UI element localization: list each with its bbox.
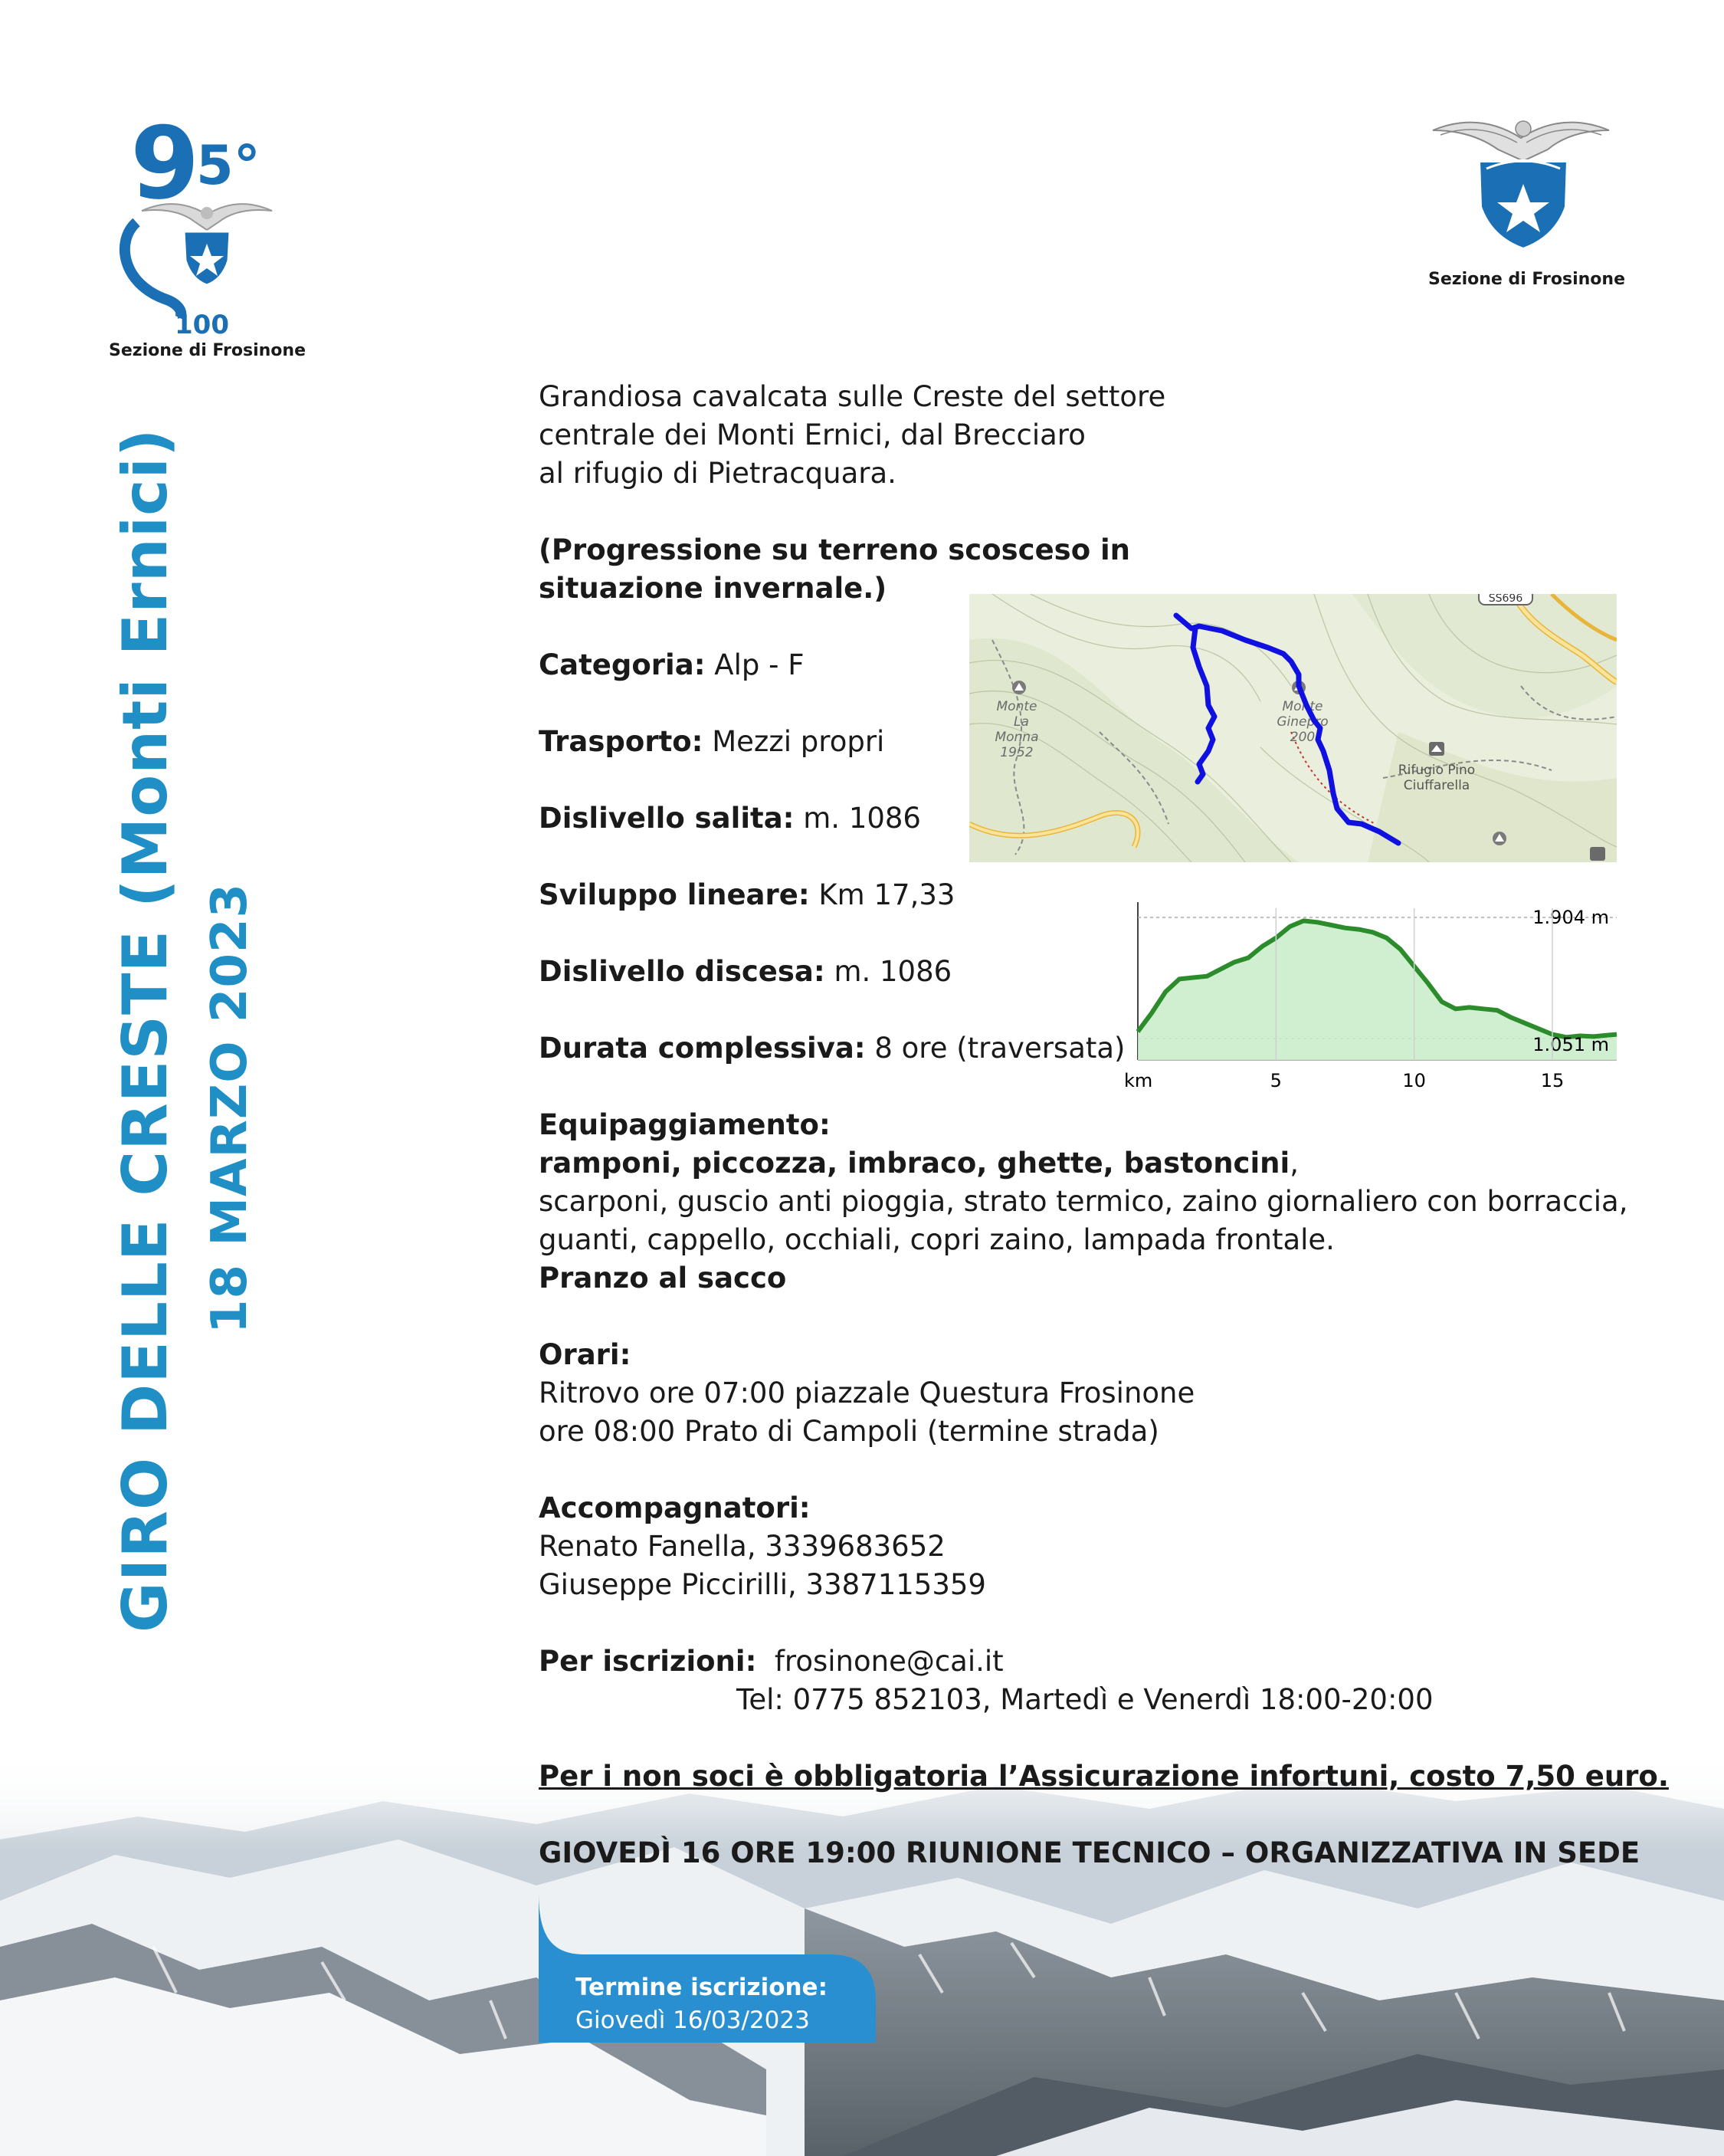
map-label-monte-la-monna-3: Monna <box>995 730 1039 745</box>
map-label-monte-ginepro-1: Monte <box>1282 699 1323 714</box>
registration-line: Per iscrizioni: frosinone@cai.it <box>539 1645 1004 1678</box>
detail-categoria: Categoria: Alp - F <box>539 648 805 681</box>
logo-left-caption: Sezione di Frosinone <box>109 341 306 360</box>
cai-logo <box>1425 107 1624 299</box>
svg-text:9: 9 <box>130 107 200 222</box>
intro-line-2: centrale dei Monti Ernici, dal Brecciaro <box>539 418 1086 451</box>
guide-2: Giuseppe Piccirilli, 3387115359 <box>539 1568 986 1601</box>
cai-eagle-shield-icon <box>1425 107 1624 261</box>
title-line-2: 18 MARZO 2023 <box>202 882 258 1334</box>
cai-95-logo <box>100 107 314 368</box>
schedule-heading: Orari: <box>539 1338 631 1371</box>
logo-right-caption: Sezione di Frosinone <box>1428 270 1625 289</box>
warning-line-2: situazione invernale.) <box>539 572 887 605</box>
registration-tel: Tel: 0775 852103, Martedì e Venerdì 18:00-20:00 <box>736 1683 1434 1716</box>
registration-email[interactable]: frosinone@cai.it <box>774 1645 1004 1678</box>
map-label-monte-la-monna-2: La <box>1014 714 1029 730</box>
registration-deadline-badge <box>539 1893 876 2043</box>
logo-left-sub-number: 100 <box>175 310 229 337</box>
deadline-label: Termine iscrizione: <box>575 1974 828 2001</box>
map-label-monte-ginepro-2: Ginepro <box>1277 714 1329 730</box>
detail-trasporto: Trasporto: Mezzi propri <box>539 725 885 758</box>
svg-text:5°: 5° <box>196 134 261 197</box>
map-label-monte-la-monna-4: 1952 <box>1000 745 1034 760</box>
warning-line-1: (Progressione su terreno scosceso in <box>539 533 1131 566</box>
insurance-notice: Per i non soci è obbligatoria l’Assicurazione infortuni, costo 7,50 euro. <box>539 1760 1669 1793</box>
intro-line-1: Grandiosa cavalcata sulle Creste del settore <box>539 380 1166 413</box>
meeting-notice: GIOVEDÌ 16 ORE 19:00 RIUNIONE TECNICO – ORGANIZZATIVA IN SEDE <box>539 1836 1640 1869</box>
map-label-rifugio-1: Rifugio Pino <box>1398 763 1476 778</box>
detail-dislivello-salita: Dislivello salita: m. 1086 <box>539 802 921 835</box>
map-label-rifugio-2: Ciuffarella <box>1403 778 1470 793</box>
equipment-line-2: scarponi, guscio anti pioggia, strato termico, zaino giornaliero con borraccia, <box>539 1185 1628 1218</box>
map-label-monte-la-monna-1: Monte <box>996 699 1037 714</box>
map-label-monte-ginepro-3: 200 <box>1290 730 1316 745</box>
cai-95-emblem-icon <box>100 107 299 337</box>
detail-dislivello-discesa: Dislivello discesa: m. 1086 <box>539 955 952 988</box>
equipment-heading: Equipaggiamento: <box>539 1108 831 1141</box>
profile-ymax-label: 1.904 m <box>1532 907 1609 928</box>
lunch-note: Pranzo al sacco <box>539 1262 787 1295</box>
profile-x-tick-label: 5 <box>1270 1070 1282 1091</box>
vertical-title <box>110 428 258 1633</box>
equipment-mandatory: ramponi, piccozza, imbraco, ghette, bastoncini, <box>539 1147 1299 1180</box>
equipment-line-3: guanti, cappello, occhiali, copri zaino, lampada frontale. <box>539 1223 1335 1256</box>
map-road-label: SS696 <box>1488 594 1523 605</box>
deadline-value: Giovedì 16/03/2023 <box>575 2007 810 2034</box>
event-details <box>539 378 1673 1872</box>
detail-durata: Durata complessiva: 8 ore (traversata) <box>539 1032 1126 1065</box>
profile-x-tick-label: 15 <box>1540 1070 1565 1091</box>
intro-line-3: al rifugio di Pietracquara. <box>539 457 896 490</box>
profile-ymin-label: 1.051 m <box>1532 1034 1609 1055</box>
profile-x-tick-label: 10 <box>1402 1070 1426 1091</box>
schedule-line-1: Ritrovo ore 07:00 piazzale Questura Frosinone <box>539 1377 1195 1409</box>
guide-1: Renato Fanella, 3339683652 <box>539 1530 946 1563</box>
guides-heading: Accompagnatori: <box>539 1491 811 1524</box>
detail-sviluppo-lineare: Sviluppo lineare: Km 17,33 <box>539 878 955 911</box>
schedule-line-2: ore 08:00 Prato di Campoli (termine strada) <box>539 1415 1159 1448</box>
profile-x-unit-label: km <box>1124 1070 1153 1091</box>
title-line-1: GIRO DELLE CRESTE (Monti Ernici) <box>110 428 181 1633</box>
